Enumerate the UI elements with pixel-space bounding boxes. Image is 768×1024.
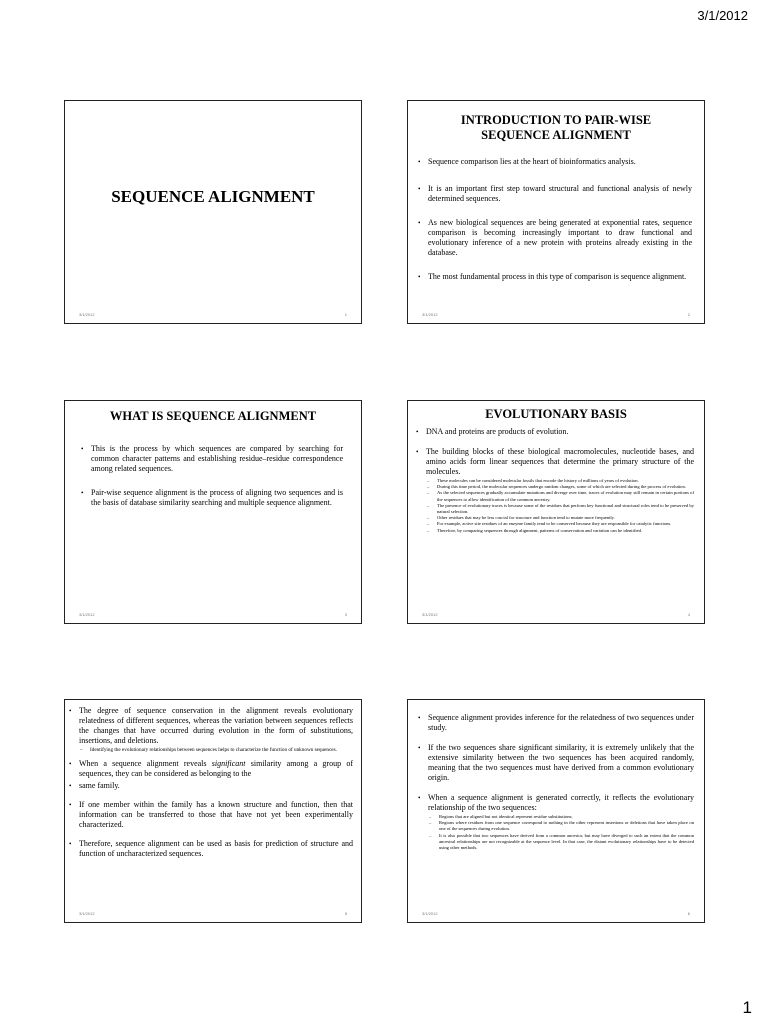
- slide-6: [407, 699, 705, 923]
- slide-title: WHAT IS SEQUENCE ALIGNMENT: [109, 409, 317, 423]
- bullet-list: [414, 427, 694, 534]
- slide-footer: [79, 612, 347, 617]
- slide-footer: [422, 312, 690, 317]
- slide-number: 3: [344, 612, 347, 617]
- bullet-item: • same family.: [67, 781, 353, 791]
- bullet-item: • If one member within the family has a known structure and function, then that information can be transferred to those that have not yet been experimentally characterized.: [67, 800, 353, 830]
- sub-bullet-item: – Other residues that may be less crucial for structure and function tend to mutate more frequently.: [426, 515, 694, 521]
- bullet-item: • Sequence alignment provides inference for the relatedness of two sequences under study.: [416, 713, 694, 733]
- slide-date: 3/1/2012: [422, 612, 438, 617]
- page-number: 1: [742, 998, 752, 1017]
- sub-bullet-item: – It is also possible that two sequences have derived from a common ancestor, but may have diverged to such an extent that the common ancestral relationships are not recognizable at the sequence level. In that case, the distant evolutionary relationships have to be detected using other methods.: [428, 833, 694, 852]
- bullet-item: • Pair-wise sequence alignment is the process of aligning two sequences and is the basis of database similarity searching and multiple sequence alignment.: [79, 488, 343, 508]
- bullet-item: [416, 793, 694, 851]
- bullet-item: • Sequence comparison lies at the heart of bioinformatics analysis.: [416, 157, 692, 167]
- bullet-item: • If the two sequences share significant similarity, it is extremely unlikely that the extensive similarity between the two sequences has been acquired randomly, meaning that the two sequences must have derived from a common evolutionary origin.: [416, 743, 694, 783]
- slide-title: EVOLUTIONARY BASIS: [485, 407, 627, 421]
- bullet-item: [67, 706, 353, 753]
- slide-date: 3/1/2012: [79, 911, 95, 916]
- slide-date: 3/1/2012: [422, 911, 438, 916]
- sub-bullet-item: – Identifying the evolutionary relationships between sequences helps to characterize the function of unknown sequences.: [79, 747, 353, 753]
- bullet-item: [414, 447, 694, 534]
- sub-bullet-list: [79, 747, 353, 753]
- slide-1: [64, 100, 362, 324]
- slide-number: 4: [687, 612, 690, 617]
- bullet-list: [416, 157, 692, 282]
- slide-date: 3/1/2012: [79, 312, 95, 317]
- sub-bullet-item: – For example, active site residues of an enzyme family tend to be conserved because they are responsible for catalytic functions.: [426, 521, 694, 527]
- sub-bullet-item: – Therefore, by comparing sequences through alignment, patterns of conservation and variation can be identified.: [426, 528, 694, 534]
- sub-bullet-item: – Regions where residues from one sequence correspond to nothing in the other represent insertions or deletions that have taken place on one of the sequences during evolution.: [428, 820, 694, 832]
- bullet-item: • The most fundamental process in this type of comparison is sequence alignment.: [416, 272, 692, 282]
- slide-4: [407, 400, 705, 624]
- sub-bullet-item: – Regions that are aligned but not identical represent residue substitutions;: [428, 814, 694, 820]
- bullet-item: • This is the process by which sequences are compared by searching for common character patterns and establishing residue–residue correspondence among related sequences.: [79, 444, 343, 474]
- bullet-list: [67, 706, 353, 859]
- slide-title: SEQUENCE ALIGNMENT: [111, 187, 315, 206]
- sub-bullet-list: [428, 814, 694, 851]
- bullet-list: [79, 444, 343, 508]
- slide-footer: [79, 911, 347, 916]
- slide-5: [64, 699, 362, 923]
- slide-number: 1: [344, 312, 347, 317]
- slide-number: 2: [687, 312, 690, 317]
- slide-title: INTRODUCTION TO PAIR-WISE SEQUENCE ALIGNMENT: [460, 113, 652, 142]
- bullet-text: similarity among a group of sequences, they can be considered as belonging to the: [79, 759, 353, 779]
- slide-number: 5: [344, 911, 347, 916]
- sub-bullet-item: – During this time period, the molecular sequences undergo random changes, some of which are selected during the process of evolution.: [426, 484, 694, 490]
- bullet-item: • DNA and proteins are products of evolution.: [414, 427, 694, 437]
- header-date: 3/1/2012: [697, 8, 748, 23]
- slide-footer: [422, 911, 690, 916]
- bullet-text: The degree of sequence conservation in the alignment reveals evolutionary relatedness of different sequences, whereas the variation between sequences reflects the changes that have occurred during evolution in the form of substitutions, insertions, and deletions.: [79, 706, 353, 745]
- slide-3: [64, 400, 362, 624]
- bullet-text: The building blocks of these biological macromolecules, nucleotide bases, and amino acids form linear sequences that determine the primary structure of the molecules.: [426, 447, 694, 476]
- bullet-list: [416, 713, 694, 851]
- sub-bullet-item: – These molecules can be considered molecular fossils that encode the history of millions of years of evolution.: [426, 478, 694, 484]
- emphasis-text: significant: [211, 759, 246, 769]
- slide-footer: [79, 312, 347, 317]
- bullet-item: • Therefore, sequence alignment can be used as basis for prediction of structure and function of uncharacterized sequences.: [67, 839, 353, 859]
- bullet-text: When a sequence alignment reveals: [79, 759, 212, 769]
- bullet-text: When a sequence alignment is generated correctly, it reflects the evolutionary relationship of the two sequences:: [428, 793, 694, 812]
- slide-date: 3/1/2012: [79, 612, 95, 617]
- bullet-item: [67, 759, 353, 779]
- slide-footer: [422, 612, 690, 617]
- sub-bullet-item: – As the selected sequences gradually accumulate mutations and diverge over time, traces of evolution may still remain in certain portions of the sequences to allow identification of the common ancestry.: [426, 490, 694, 502]
- slide-date: 3/1/2012: [422, 312, 438, 317]
- bullet-item: • As new biological sequences are being generated at exponential rates, sequence comparison is becoming increasingly important to draw functional and evolutionary inference of a new protein with proteins already existing in the database.: [416, 218, 692, 258]
- slide-2: [407, 100, 705, 324]
- slide-number: 6: [687, 911, 690, 916]
- bullet-item: • It is an important first step toward structural and functional analysis of newly determined sequences.: [416, 184, 692, 204]
- sub-bullet-list: [426, 478, 694, 534]
- sub-bullet-item: – The presence of evolutionary traces is because some of the residues that perform key functional and structural roles tend to be preserved by natural selection.: [426, 503, 694, 515]
